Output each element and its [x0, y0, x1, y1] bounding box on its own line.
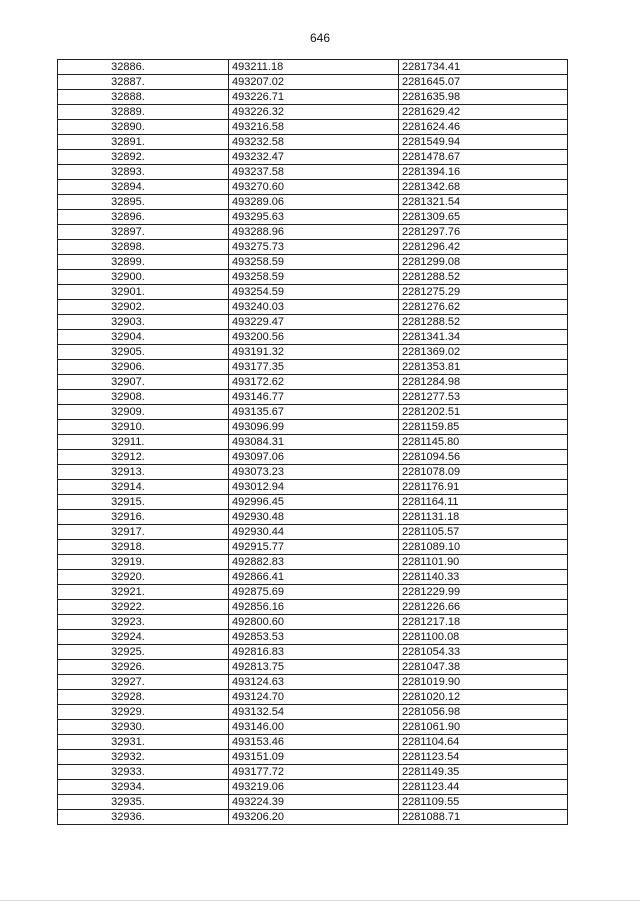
y-coordinate-cell: 2281100.08 [399, 630, 568, 645]
x-coordinate-cell: 493124.63 [229, 675, 399, 690]
point-number-cell: 32925. [58, 645, 229, 660]
x-coordinate-cell: 493207.02 [229, 75, 399, 90]
table-row [58, 90, 568, 105]
table-row [58, 435, 568, 450]
point-number-cell: 32895. [58, 195, 229, 210]
y-coordinate-cell: 2281549.94 [399, 135, 568, 150]
x-coordinate-cell: 493289.06 [229, 195, 399, 210]
x-coordinate-cell: 493224.39 [229, 795, 399, 810]
point-number-cell: 32905. [58, 345, 229, 360]
table-row [58, 465, 568, 480]
point-number-cell: 32907. [58, 375, 229, 390]
point-number-cell: 32933. [58, 765, 229, 780]
table-row [58, 450, 568, 465]
y-coordinate-cell: 2281159.85 [399, 420, 568, 435]
point-number-cell: 32917. [58, 525, 229, 540]
y-coordinate-cell: 2281109.55 [399, 795, 568, 810]
table-row [58, 405, 568, 420]
y-coordinate-cell: 2281309.65 [399, 210, 568, 225]
table-row [58, 120, 568, 135]
y-coordinate-cell: 2281140.33 [399, 570, 568, 585]
table-row [58, 585, 568, 600]
y-coordinate-cell: 2281056.98 [399, 705, 568, 720]
point-number-cell: 32899. [58, 255, 229, 270]
y-coordinate-cell: 2281288.52 [399, 270, 568, 285]
table-row [58, 210, 568, 225]
x-coordinate-cell: 493232.58 [229, 135, 399, 150]
y-coordinate-cell: 2281369.02 [399, 345, 568, 360]
y-coordinate-cell: 2281019.90 [399, 675, 568, 690]
page-bottom-divider [0, 900, 640, 901]
x-coordinate-cell: 492915.77 [229, 540, 399, 555]
point-number-cell: 32902. [58, 300, 229, 315]
y-coordinate-cell: 2281275.29 [399, 285, 568, 300]
y-coordinate-cell: 2281145.80 [399, 435, 568, 450]
y-coordinate-cell: 2281226.66 [399, 600, 568, 615]
x-coordinate-cell: 492856.16 [229, 600, 399, 615]
y-coordinate-cell: 2281047.38 [399, 660, 568, 675]
point-number-cell: 32923. [58, 615, 229, 630]
table-row [58, 240, 568, 255]
table-row [58, 420, 568, 435]
point-number-cell: 32904. [58, 330, 229, 345]
x-coordinate-cell: 492866.41 [229, 570, 399, 585]
y-coordinate-cell: 2281054.33 [399, 645, 568, 660]
table-row [58, 795, 568, 810]
x-coordinate-cell: 493153.46 [229, 735, 399, 750]
x-coordinate-cell: 493200.56 [229, 330, 399, 345]
page-number: 646 [309, 31, 331, 45]
x-coordinate-cell: 493096.99 [229, 420, 399, 435]
x-coordinate-cell: 493288.96 [229, 225, 399, 240]
x-coordinate-cell: 493270.60 [229, 180, 399, 195]
y-coordinate-cell: 2281394.16 [399, 165, 568, 180]
table-row [58, 780, 568, 795]
x-coordinate-cell: 493232.47 [229, 150, 399, 165]
y-coordinate-cell: 2281176.91 [399, 480, 568, 495]
table-row [58, 390, 568, 405]
y-coordinate-cell: 2281149.35 [399, 765, 568, 780]
table-row [58, 255, 568, 270]
y-coordinate-cell: 2281284.98 [399, 375, 568, 390]
table-row [58, 495, 568, 510]
y-coordinate-cell: 2281164.11 [399, 495, 568, 510]
point-number-cell: 32890. [58, 120, 229, 135]
x-coordinate-cell: 493275.73 [229, 240, 399, 255]
point-number-cell: 32893. [58, 165, 229, 180]
point-number-cell: 32909. [58, 405, 229, 420]
point-number-cell: 32936. [58, 810, 229, 825]
x-coordinate-cell: 493073.23 [229, 465, 399, 480]
point-number-cell: 32931. [58, 735, 229, 750]
table-row [58, 195, 568, 210]
y-coordinate-cell: 2281645.07 [399, 75, 568, 90]
point-number-cell: 32928. [58, 690, 229, 705]
table-row [58, 360, 568, 375]
table-row [58, 165, 568, 180]
point-number-cell: 32915. [58, 495, 229, 510]
y-coordinate-cell: 2281635.98 [399, 90, 568, 105]
x-coordinate-cell: 492996.45 [229, 495, 399, 510]
y-coordinate-cell: 2281297.76 [399, 225, 568, 240]
y-coordinate-cell: 2281276.62 [399, 300, 568, 315]
y-coordinate-cell: 2281296.42 [399, 240, 568, 255]
table-row [58, 180, 568, 195]
table-row [58, 570, 568, 585]
table-row [58, 480, 568, 495]
y-coordinate-cell: 2281020.12 [399, 690, 568, 705]
x-coordinate-cell: 493177.72 [229, 765, 399, 780]
y-coordinate-cell: 2281088.71 [399, 810, 568, 825]
x-coordinate-cell: 493172.62 [229, 375, 399, 390]
point-number-cell: 32927. [58, 675, 229, 690]
table-row [58, 600, 568, 615]
table-row [58, 60, 568, 75]
y-coordinate-cell: 2281321.54 [399, 195, 568, 210]
table-row [58, 375, 568, 390]
table-row [58, 75, 568, 90]
x-coordinate-cell: 492875.69 [229, 585, 399, 600]
x-coordinate-cell: 493295.63 [229, 210, 399, 225]
table-body [58, 60, 568, 825]
x-coordinate-cell: 493226.71 [229, 90, 399, 105]
point-number-cell: 32898. [58, 240, 229, 255]
point-number-cell: 32929. [58, 705, 229, 720]
table-row [58, 150, 568, 165]
table-row [58, 765, 568, 780]
point-number-cell: 32919. [58, 555, 229, 570]
point-number-cell: 32932. [58, 750, 229, 765]
point-number-cell: 32888. [58, 90, 229, 105]
y-coordinate-cell: 2281288.52 [399, 315, 568, 330]
point-number-cell: 32903. [58, 315, 229, 330]
point-number-cell: 32921. [58, 585, 229, 600]
table-row [58, 315, 568, 330]
table-row [58, 105, 568, 120]
point-number-cell: 32897. [58, 225, 229, 240]
x-coordinate-cell: 493237.58 [229, 165, 399, 180]
point-number-cell: 32886. [58, 60, 229, 75]
y-coordinate-cell: 2281734.41 [399, 60, 568, 75]
y-coordinate-cell: 2281217.18 [399, 615, 568, 630]
y-coordinate-cell: 2281341.34 [399, 330, 568, 345]
x-coordinate-cell: 493012.94 [229, 480, 399, 495]
y-coordinate-cell: 2281478.67 [399, 150, 568, 165]
y-coordinate-cell: 2281094.56 [399, 450, 568, 465]
x-coordinate-cell: 493191.32 [229, 345, 399, 360]
point-number-cell: 32910. [58, 420, 229, 435]
table-row [58, 690, 568, 705]
point-number-cell: 32920. [58, 570, 229, 585]
y-coordinate-cell: 2281342.68 [399, 180, 568, 195]
point-number-cell: 32911. [58, 435, 229, 450]
point-number-cell: 32892. [58, 150, 229, 165]
table-row [58, 135, 568, 150]
x-coordinate-cell: 493258.59 [229, 270, 399, 285]
table-row [58, 525, 568, 540]
point-number-cell: 32922. [58, 600, 229, 615]
table-row [58, 270, 568, 285]
y-coordinate-cell: 2281131.18 [399, 510, 568, 525]
y-coordinate-cell: 2281277.53 [399, 390, 568, 405]
point-number-cell: 32896. [58, 210, 229, 225]
table-row [58, 540, 568, 555]
point-number-cell: 32891. [58, 135, 229, 150]
coordinates-table [57, 59, 568, 825]
y-coordinate-cell: 2281202.51 [399, 405, 568, 420]
table-row [58, 660, 568, 675]
x-coordinate-cell: 493254.59 [229, 285, 399, 300]
x-coordinate-cell: 493084.31 [229, 435, 399, 450]
x-coordinate-cell: 493258.59 [229, 255, 399, 270]
point-number-cell: 32918. [58, 540, 229, 555]
y-coordinate-cell: 2281629.42 [399, 105, 568, 120]
x-coordinate-cell: 492816.83 [229, 645, 399, 660]
table-row [58, 225, 568, 240]
table-row [58, 345, 568, 360]
x-coordinate-cell: 493177.35 [229, 360, 399, 375]
x-coordinate-cell: 492813.75 [229, 660, 399, 675]
point-number-cell: 32900. [58, 270, 229, 285]
y-coordinate-cell: 2281089.10 [399, 540, 568, 555]
y-coordinate-cell: 2281353.81 [399, 360, 568, 375]
x-coordinate-cell: 493211.18 [229, 60, 399, 75]
point-number-cell: 32913. [58, 465, 229, 480]
y-coordinate-cell: 2281105.57 [399, 525, 568, 540]
table-row [58, 675, 568, 690]
table-row [58, 630, 568, 645]
x-coordinate-cell: 493146.00 [229, 720, 399, 735]
table-row [58, 750, 568, 765]
point-number-cell: 32916. [58, 510, 229, 525]
x-coordinate-cell: 492930.48 [229, 510, 399, 525]
point-number-cell: 32926. [58, 660, 229, 675]
x-coordinate-cell: 492800.60 [229, 615, 399, 630]
y-coordinate-cell: 2281229.99 [399, 585, 568, 600]
y-coordinate-cell: 2281078.09 [399, 465, 568, 480]
x-coordinate-cell: 493240.03 [229, 300, 399, 315]
x-coordinate-cell: 493135.67 [229, 405, 399, 420]
point-number-cell: 32889. [58, 105, 229, 120]
x-coordinate-cell: 493206.20 [229, 810, 399, 825]
point-number-cell: 32894. [58, 180, 229, 195]
x-coordinate-cell: 493219.06 [229, 780, 399, 795]
point-number-cell: 32924. [58, 630, 229, 645]
table-row [58, 300, 568, 315]
table-row [58, 645, 568, 660]
y-coordinate-cell: 2281123.54 [399, 750, 568, 765]
y-coordinate-cell: 2281299.08 [399, 255, 568, 270]
table-row [58, 705, 568, 720]
x-coordinate-cell: 492853.53 [229, 630, 399, 645]
x-coordinate-cell: 493132.54 [229, 705, 399, 720]
point-number-cell: 32930. [58, 720, 229, 735]
x-coordinate-cell: 493097.06 [229, 450, 399, 465]
x-coordinate-cell: 493124.70 [229, 690, 399, 705]
point-number-cell: 32912. [58, 450, 229, 465]
point-number-cell: 32887. [58, 75, 229, 90]
y-coordinate-cell: 2281624.46 [399, 120, 568, 135]
point-number-cell: 32908. [58, 390, 229, 405]
table-row [58, 720, 568, 735]
x-coordinate-cell: 493151.09 [229, 750, 399, 765]
table-row [58, 555, 568, 570]
x-coordinate-cell: 493226.32 [229, 105, 399, 120]
point-number-cell: 32906. [58, 360, 229, 375]
point-number-cell: 32914. [58, 480, 229, 495]
table-row [58, 285, 568, 300]
y-coordinate-cell: 2281123.44 [399, 780, 568, 795]
table-row [58, 330, 568, 345]
y-coordinate-cell: 2281061.90 [399, 720, 568, 735]
point-number-cell: 32934. [58, 780, 229, 795]
table-row [58, 735, 568, 750]
x-coordinate-cell: 493216.58 [229, 120, 399, 135]
table-row [58, 615, 568, 630]
table-row [58, 810, 568, 825]
x-coordinate-cell: 492882.83 [229, 555, 399, 570]
x-coordinate-cell: 493229.47 [229, 315, 399, 330]
y-coordinate-cell: 2281104.64 [399, 735, 568, 750]
point-number-cell: 32901. [58, 285, 229, 300]
point-number-cell: 32935. [58, 795, 229, 810]
y-coordinate-cell: 2281101.90 [399, 555, 568, 570]
x-coordinate-cell: 493146.77 [229, 390, 399, 405]
table-row [58, 510, 568, 525]
x-coordinate-cell: 492930.44 [229, 525, 399, 540]
